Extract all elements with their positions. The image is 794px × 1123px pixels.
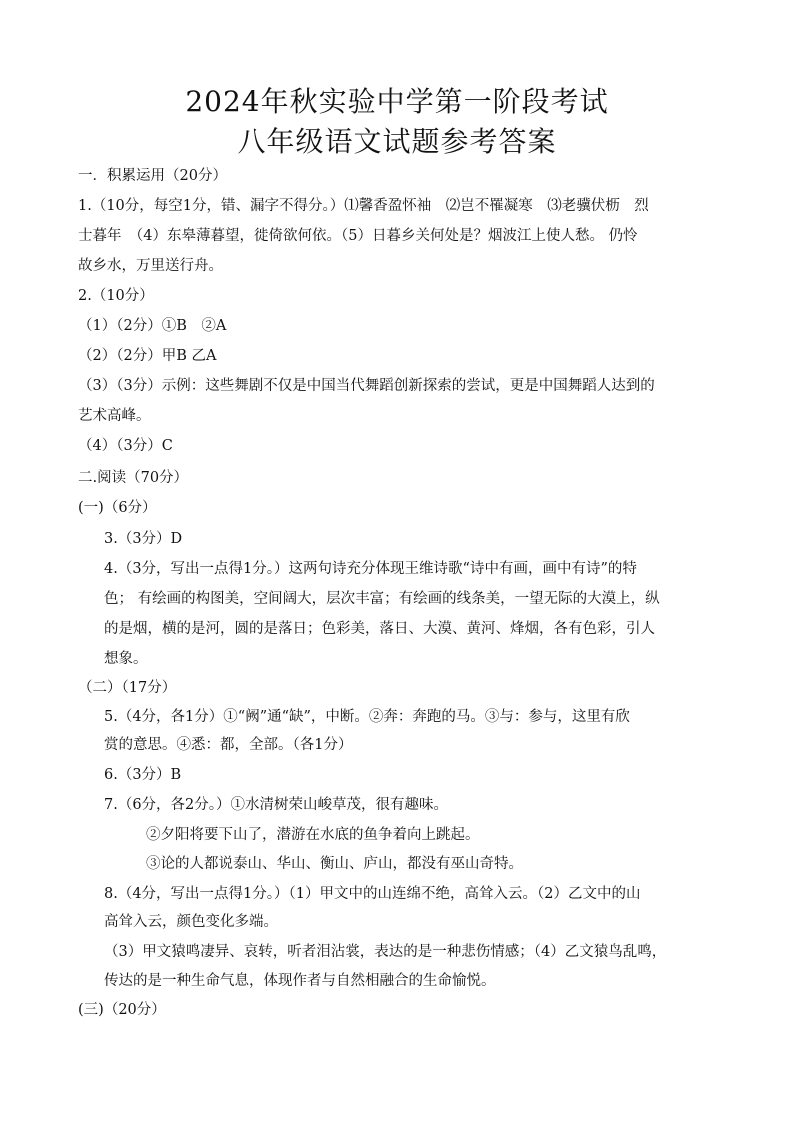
- answer-q4-line-4: 想象。: [104, 651, 148, 667]
- answer-q4-line-3: 的是烟，横的是河，圆的是落日；色彩美，落日、大漠、黄河、烽烟，各有色彩，引人: [104, 621, 655, 637]
- answer-q8-line-4: 传达的是一种生命气息，体现作者与自然相融合的生命愉悦。: [104, 973, 496, 989]
- answer-q8-line-3: （3）甲文猿鸣凄异、哀转，听者泪沾裳，表达的是一种悲伤情感；（4）乙文猿鸟乱鸣，: [104, 944, 667, 960]
- answer-q4-line-1: 4.（3分，写出一点得1分。）这两句诗充分体现王维诗歌“诗中有画，画中有诗”的特: [104, 561, 637, 577]
- answer-q2-part-1: （1）（2分）①B ②A: [78, 318, 227, 334]
- answer-q1-line-2: 士暮年 （4）东皋薄暮望，徙倚欲何依。（5）日暮乡关何处是？烟波江上使人愁。 仍怜: [78, 228, 638, 244]
- answer-q8-line-1: 8.（4分，写出一点得1分。）（1）甲文中的山连绵不绝，高耸入云。（2）乙文中的山: [104, 886, 641, 902]
- part-2-heading: （二）（17分）: [78, 680, 177, 696]
- answer-q7-line-3: ③论的人都说泰山、华山、衡山、庐山，都没有巫山奇特。: [146, 856, 523, 872]
- answer-q1-line-3: 故乡水，万里送行舟。: [78, 258, 223, 274]
- document-title-line-1: 2024年秋实验中学第一阶段考试: [185, 85, 609, 118]
- part-1-heading: (一)（6分）: [78, 500, 157, 516]
- answer-q2-heading: 2.（10分）: [78, 288, 154, 304]
- section-2-heading: 二.阅读（70分）: [78, 470, 189, 486]
- section-1-heading: 一．积累运用（20分）: [78, 168, 227, 184]
- answer-q2-part-3-line-2: 艺术高峰。: [78, 408, 151, 424]
- answer-q2-part-4: （4）（3分）C: [78, 438, 173, 454]
- document-title-line-2: 八年级语文试题参考答案: [237, 125, 557, 158]
- answer-q5-line-1: 5.（4分，各1分）①“阙”通“缺”，中断。②奔：奔跑的马。③与：参与，这里有欣: [104, 709, 630, 725]
- answer-q5-line-2: 赏的意思。④悉：都，全部。（各1分）: [104, 737, 353, 753]
- answer-q6: 6.（3分）B: [104, 767, 182, 783]
- answer-q7-line-1: 7.（6分，各2分。）①水清树荣山峻草茂，很有趣味。: [104, 797, 449, 813]
- answer-q2-part-3-line-1: （3）（3分）示例：这些舞剧不仅是中国当代舞蹈创新探索的尝试，更是中国舞蹈人达到的: [78, 378, 655, 394]
- answer-q3: 3.（3分）D: [104, 531, 183, 547]
- part-3-heading: (三)（20分）: [78, 1002, 166, 1018]
- answer-q2-part-2: （2）（2分）甲B 乙A: [78, 348, 217, 364]
- answer-q8-line-2: 高耸入云，颜色变化多端。: [104, 914, 278, 930]
- answer-q1-line-1: 1.（10分，每空1分，错、漏字不得分。）⑴馨香盈怀袖 ⑵岂不罹凝寒 ⑶老骥伏枥 烈: [78, 198, 649, 214]
- answer-q7-line-2: ②夕阳将要下山了，潜游在水底的鱼争着向上跳起。: [146, 827, 480, 843]
- answer-q4-line-2: 色； 有绘画的构图美，空间阔大，层次丰富；有绘画的线条美，一望无际的大漠上，纵: [104, 591, 660, 607]
